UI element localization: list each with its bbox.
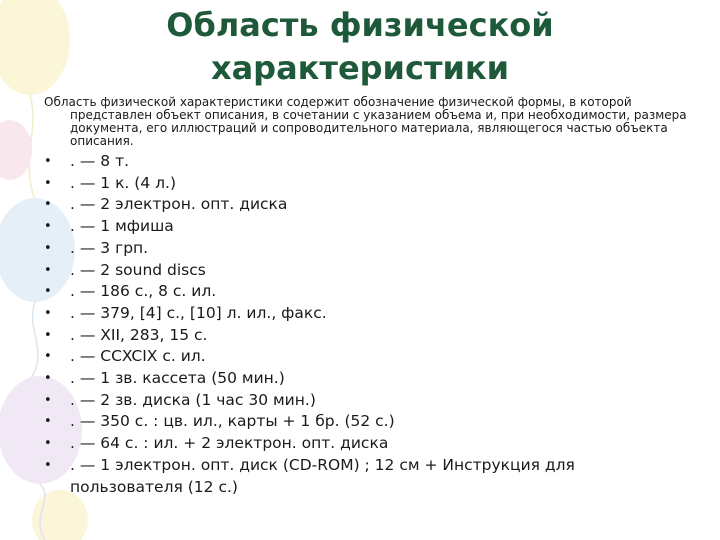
bullet-icon: • <box>44 436 52 452</box>
list-item <box>44 173 674 195</box>
list-item <box>44 260 674 282</box>
bullet-icon: • <box>44 284 52 300</box>
bullet-icon: • <box>44 414 52 430</box>
bullet-icon: • <box>44 392 52 408</box>
list-item-text: . — CCXCIX с. ил. <box>70 347 206 366</box>
list-item-text: . — 379, [4] с., [10] л. ил., факс. <box>70 303 327 322</box>
list-item <box>44 194 674 216</box>
list-item <box>44 455 674 498</box>
bullet-icon: • <box>44 240 52 256</box>
bullet-icon: • <box>44 457 52 473</box>
list-item <box>44 368 674 390</box>
list-item <box>44 238 674 260</box>
slide-title: Область физической характеристики <box>166 6 554 87</box>
list-item <box>44 433 674 455</box>
list-item-text: . — 1 мфиша <box>70 217 174 236</box>
bullet-icon: • <box>44 154 52 169</box>
bullet-icon: • <box>44 371 52 387</box>
list-item <box>44 216 674 238</box>
list-item <box>44 346 674 368</box>
list-item-text: . — 2 электрон. опт. диска <box>70 195 288 214</box>
list-item <box>44 303 674 325</box>
list-item <box>44 390 674 412</box>
list-item-text: . — 186 с., 8 с. ил. <box>70 282 217 301</box>
list-item-text: . — 2 зв. диска (1 час 30 мин.) <box>70 390 316 409</box>
bullet-icon: • <box>44 219 52 235</box>
bullet-icon: • <box>44 262 52 278</box>
list-item-text: . — 1 зв. кассета (50 мин.) <box>70 369 285 388</box>
list-item <box>44 411 674 433</box>
list-item-text: . — 8 т. <box>70 152 130 170</box>
list-item-text: . — 64 с. : ил. + 2 электрон. опт. диска <box>70 434 389 453</box>
list-item-text: . — XII, 283, 15 с. <box>70 325 208 344</box>
list-item-text: . — 3 грп. <box>70 238 149 257</box>
list-item <box>44 281 674 303</box>
list-item <box>44 325 674 347</box>
bullet-icon: • <box>44 349 52 365</box>
intro-paragraph: Область физической характеристики содержит обозначение физической формы, в которой представлен объект описания, в сочетании с указанием объема и, при необходимости, размера документа, его иллюстраций и сопроводительного материала, являющегося частью объекта описания. <box>44 95 687 148</box>
list-item-text: . — 1 к. (4 л.) <box>70 173 177 192</box>
bullet-icon: • <box>44 197 52 213</box>
list-item-text: . — 1 электрон. опт. диск (CD-ROM) ; 12 см + Инструкция для пользователя (12 с.) <box>70 455 575 496</box>
bullet-icon: • <box>44 327 52 343</box>
bullet-icon: • <box>44 175 52 191</box>
list-item-text: . — 2 sound discs <box>70 260 206 279</box>
list-item <box>44 151 674 173</box>
bullet-icon: • <box>44 305 52 321</box>
list-item-text: . — 350 с. : цв. ил., карты + 1 бр. (52 с.) <box>70 412 395 431</box>
examples-list <box>44 151 674 498</box>
